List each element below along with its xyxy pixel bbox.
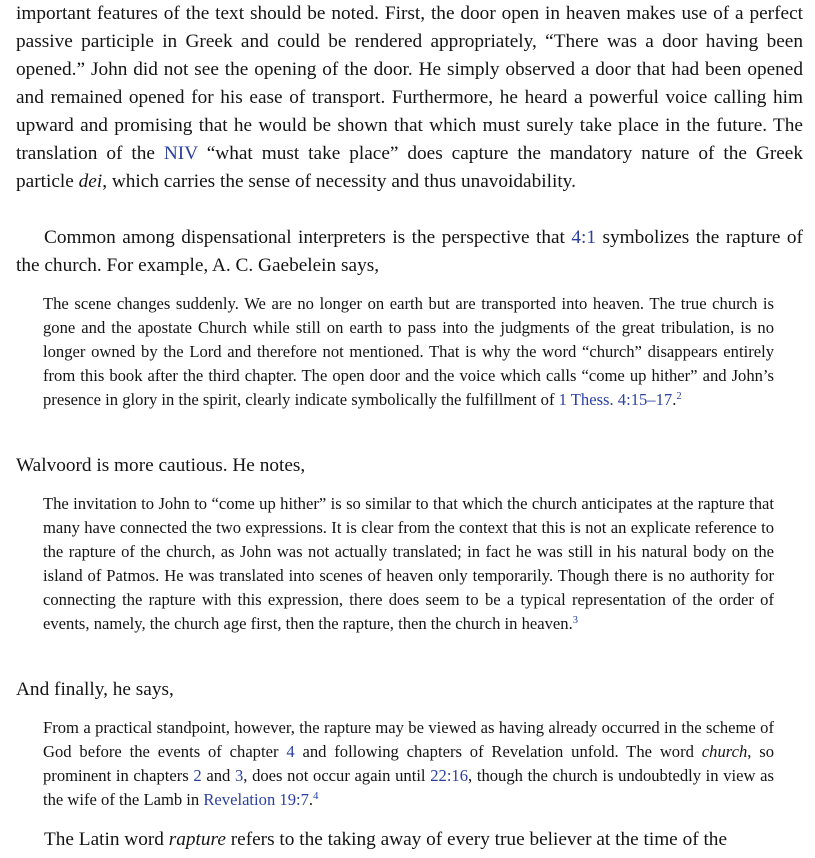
text-run: The invitation to John to “come up hither” is so similar to that which the church anticipates at the rapture that many have connected the two expressions. It is clear from the context that this is not an explicate reference to the rapture of the church, as John was not actually translated; in fact he was still in his natural body on the island of Patmos. He was translated into scenes of heaven only temporarily. Though there is no authority for connecting the rapture with this expression, there does seem to be a typical representation of the order of events, namely, the church age first, then the rapture, then the church in heaven. xyxy=(43,494,774,633)
niv-link[interactable]: NIV xyxy=(163,143,198,164)
text-run: , so prominent in chapters xyxy=(43,742,774,785)
text-run: symbolizes the rapture of the church. For example, A. C. Gaebelein says, xyxy=(16,227,803,276)
term-rapture: rapture xyxy=(168,829,226,850)
footnote-marker-3[interactable]: 3 xyxy=(572,615,578,627)
lead-walvoord: Walvoord is more cautious. He notes, xyxy=(16,455,306,476)
scripture-link-revelation-19-7[interactable]: Revelation 19:7 xyxy=(203,790,309,809)
scripture-link-22-16[interactable]: 22:16 xyxy=(430,766,469,785)
scripture-link-chapter-3[interactable]: 3 xyxy=(234,766,244,785)
text-run: Common among dispensational interpreters is the perspective that xyxy=(44,227,572,248)
block-quote-walvoord xyxy=(43,492,774,636)
text-run: , though the church is undoubtedly in view as the wife of the Lamb in xyxy=(43,766,774,809)
greek-term-dei: dei xyxy=(78,171,103,192)
footnote-marker-4[interactable]: 4 xyxy=(313,791,319,803)
text-run: . xyxy=(672,390,677,409)
block-quote-gaebelein xyxy=(43,292,774,412)
block-quote-finally xyxy=(43,716,774,812)
term-church: church xyxy=(701,742,748,761)
paragraph-dispensational xyxy=(16,224,803,280)
text-run: , which carries the sense of necessity and thus unavoidability. xyxy=(102,171,576,192)
text-run: important features of the text should be noted. First, the door open in heaven makes use of a perfect passive participle in Greek and could be rendered appropriately, “There was a door having been opened.” John did not see the opening of the door. He simply observed a door that had been opened and remained opened for his ease of transport. Furthermore, he heard a powerful voice calling him upward and promising that he would be shown that which must surely take place in the future. The translation of the xyxy=(16,3,803,164)
text-run: “what must take place” does capture the mandatory nature of the Greek particle xyxy=(16,143,804,192)
scripture-link-1-thess[interactable]: 1 Thess. 4:15–17 xyxy=(558,390,673,409)
paragraph-door-opened xyxy=(16,0,803,196)
scripture-link-chapter-2[interactable]: 2 xyxy=(193,766,202,785)
text-run: refers to the taking away of every true believer at the time of the xyxy=(225,829,728,850)
text-run: and xyxy=(201,766,235,785)
text-run: From a practical standpoint, however, the rapture may be viewed as having already occurred in the scheme of God before the events of chapter xyxy=(43,718,774,761)
lead-finally: And finally, he says, xyxy=(16,679,174,700)
text-run: and following chapters of Revelation unfold. The word xyxy=(294,742,702,761)
footnote-marker-2[interactable]: 2 xyxy=(676,391,682,403)
text-run: The scene changes suddenly. We are no longer on earth but are transported into heaven. The true church is gone and the apostate Church while still on earth to pass into the judgments of the great tribulation, is no longer owned by the Lord and therefore not mentioned. That is why the word “church” disappears entirely from this book after the third chapter. The open door and the voice which calls “come up hither” and John’s presence in glory in the spirit, clearly indicate symbolically the fulfillment of xyxy=(43,294,774,409)
scripture-link-4-1[interactable]: 4:1 xyxy=(571,227,597,248)
text-run: . xyxy=(308,790,314,809)
scripture-link-chapter-4[interactable]: 4 xyxy=(286,742,295,761)
text-run: The Latin word xyxy=(44,829,169,850)
text-run: , does not occur again until xyxy=(243,766,431,785)
paragraph-latin-rapture xyxy=(16,826,803,854)
